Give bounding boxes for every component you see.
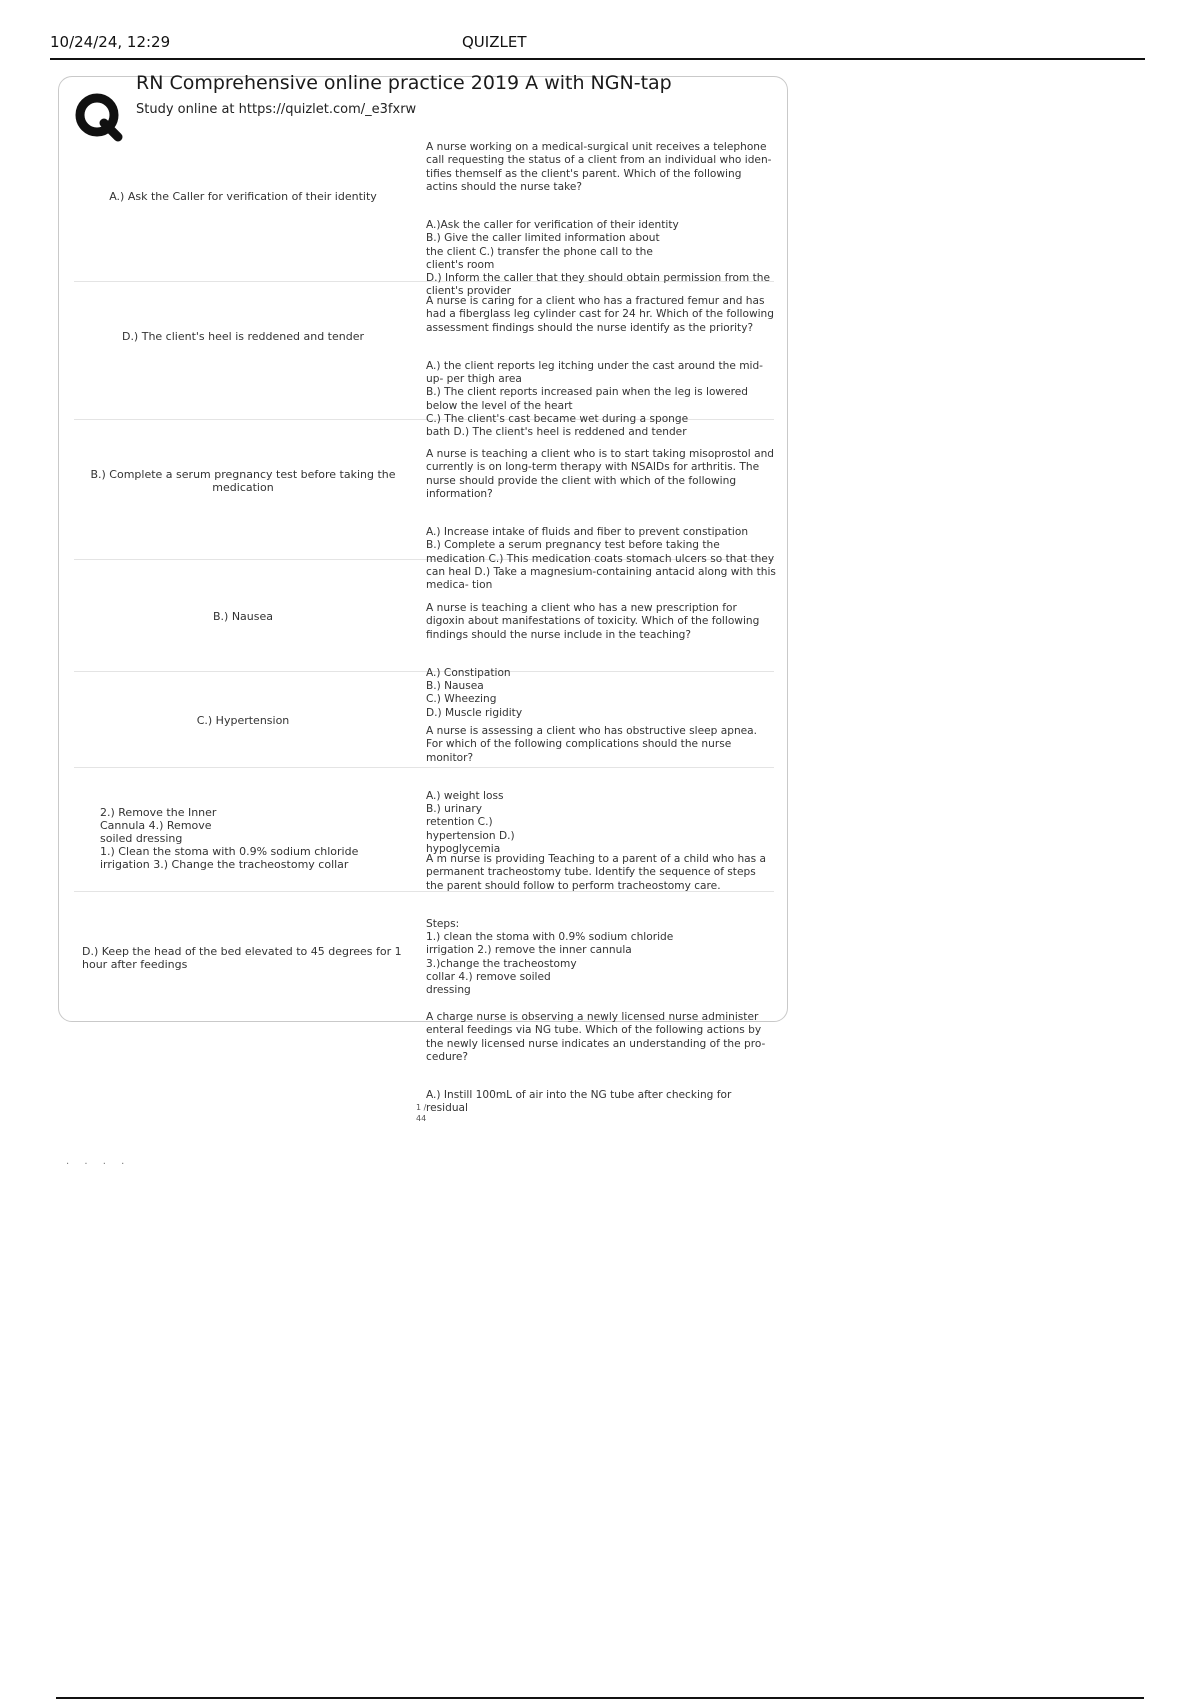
card-answer: D.) The client's heel is reddened and tender <box>121 330 365 343</box>
print-header <box>50 30 1145 60</box>
quizlet-logo-icon <box>74 92 124 142</box>
study-online-link[interactable]: Study online at https://quizlet.com/_e3fxrw <box>136 102 417 117</box>
question-stem: A charge nurse is observing a newly licensed nurse administer enteral feedings via NG tube. Which of the following actions by the newly licensed nurse indicates an understanding of the pro- cedure? <box>426 1011 766 1063</box>
question-stem: A nurse is teaching a client who is to start taking misoprostol and currently is on long-term therapy with NSAIDs for arthritis. The nurse should provide the client with which of the following information? <box>426 448 775 500</box>
card-answer: B.) Complete a serum pregnancy test before taking the medication <box>90 468 396 494</box>
card-answer: B.) Nausea <box>212 610 273 623</box>
footer-dots: . . . . <box>66 1156 131 1167</box>
card-answer: A.) Ask the Caller for verification of their identity <box>109 190 377 203</box>
card-answer: 2.) Remove the Inner Cannula 4.) Remove soiled dressing 1.) Clean the stoma with 0.9% sodium chloride irrigation 3.) Change the tracheostomy collar <box>100 806 359 871</box>
card-answer: C.) Hypertension <box>196 714 290 727</box>
question-stem: A nurse is caring for a client who has a fractured femur and has had a fiberglass leg cylinder cast for 24 hr. Which of the following assessment findings should the nurse identify as the priority? <box>426 295 774 334</box>
set-title: RN Comprehensive online practice 2019 A with NGN-tap <box>136 72 672 94</box>
question-stem: A m nurse is providing Teaching to a parent of a child who has a permanent tracheostomy tube. Identify the sequence of steps the parent should follow to perform tracheostomy care. <box>426 853 767 892</box>
footer-rule <box>56 1697 1144 1699</box>
question-options: A.) Constipation B.) Nausea C.) Wheezing D.) Muscle rigidity <box>426 667 523 719</box>
card-question <box>426 998 776 1129</box>
question-options: A.)Ask the caller for verification of their identity B.) Give the caller limited information about the client C.) transfer the phone call to the client's room D.) Inform the caller that they should obtain permission from the client's provider <box>426 219 770 298</box>
question-options: A.) Increase intake of fluids and fiber to prevent constipation B.) Complete a serum pregnancy test before taking the medication C.) This medication coats stomach ulcers so that they can heal D.) Take a magnesium-containing antacid along with this medica- tion <box>426 526 776 592</box>
question-options: A.) Instill 100mL of air into the NG tube after checking for residual <box>426 1089 732 1115</box>
question-options: A.) the client reports leg itching under the cast around the mid-up- per thigh area B.) The client reports increased pain when the leg is lowered below the level of the heart C.) The client's cast became wet during a sponge bath D.) The client's heel is reddened and tender <box>426 360 764 439</box>
print-date: 10/24/24, 12:29 <box>50 33 171 51</box>
question-stem: A nurse working on a medical-surgical unit receives a telephone call requesting the status of a client from an individual who iden- tifies themself as the client's parent. Which of the following actins should the nurse take? <box>426 141 772 193</box>
question-options: A.) weight loss B.) urinary retention C.) hypertension D.) hypoglycemia <box>426 790 515 855</box>
print-site-name: QUIZLET <box>462 33 527 51</box>
question-options: Steps: 1.) clean the stoma with 0.9% sodium chloride irrigation 2.) remove the inner cannula 3.)change the tracheostomy collar 4.) remove soiled dressing <box>426 918 674 997</box>
question-stem: A nurse is assessing a client who has obstructive sleep apnea. For which of the following complications should the nurse monitor? <box>426 725 758 764</box>
page-number: 1 / 44 <box>416 1103 427 1123</box>
card-answer: D.) Keep the head of the bed elevated to 45 degrees for 1 hour after feedings <box>82 945 402 971</box>
question-stem: A nurse is teaching a client who has a new prescription for digoxin about manifestations of toxicity. Which of the following findings should the nurse include in the teaching? <box>426 602 760 641</box>
